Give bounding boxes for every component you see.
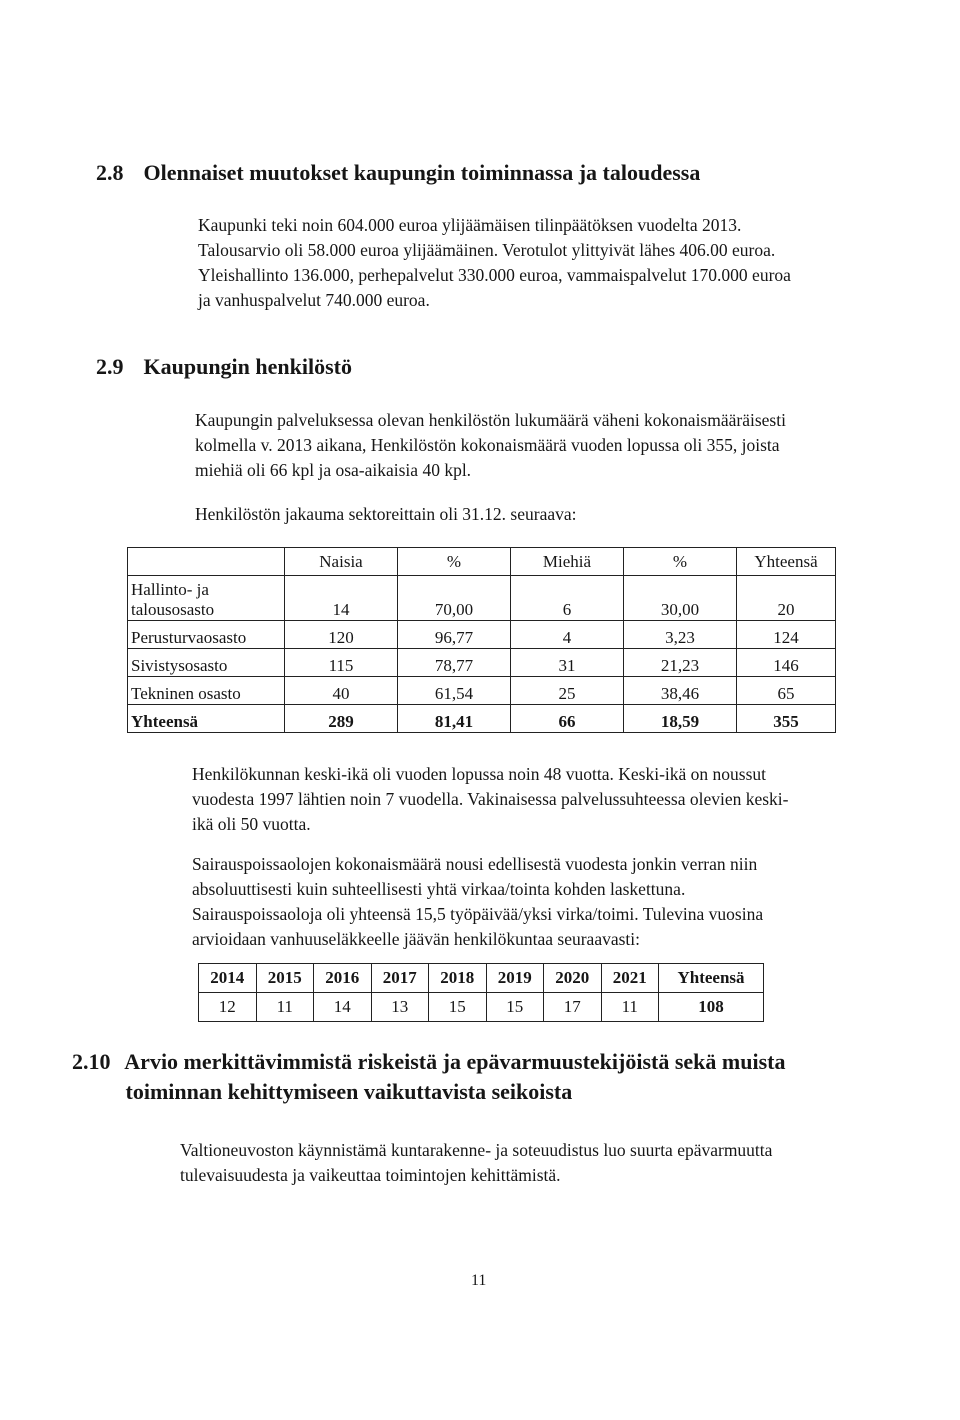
- table-row: [128, 621, 836, 649]
- men-pct-cell: 3,23: [624, 621, 737, 649]
- section-title: Kaupungin henkilöstö: [143, 354, 352, 379]
- women-cell: 120: [285, 621, 398, 649]
- text-line: Henkilökunnan keski-ikä oli vuoden lopussa noin 48 vuotta. Keski-ikä on noussut: [192, 764, 767, 784]
- header-cell: Naisia: [285, 548, 398, 576]
- women-cell: 115: [285, 649, 398, 677]
- table-row: [128, 576, 836, 621]
- total-cell: 355: [737, 705, 836, 733]
- header-cell: [128, 548, 285, 576]
- row-label-line: talousosasto: [131, 600, 215, 619]
- text-line: ikä oli 50 vuotta.: [192, 814, 311, 834]
- year-header: 2016: [314, 964, 372, 993]
- total-cell: 146: [737, 649, 836, 677]
- year-header: 2017: [371, 964, 429, 993]
- section-2-9-paragraph-3: [192, 852, 763, 952]
- value-cell: 11: [256, 993, 314, 1022]
- section-2-8-heading: [96, 158, 700, 188]
- year-header: 2018: [429, 964, 487, 993]
- section-title-line: toiminnan kehittymiseen vaikuttavista seikoista: [125, 1079, 573, 1104]
- section-2-9-paragraph-1: [195, 408, 786, 483]
- value-cell: 15: [429, 993, 487, 1022]
- row-label-line: Hallinto- ja: [131, 580, 209, 599]
- men-pct-cell: 30,00: [624, 576, 737, 621]
- total-value-cell: 108: [659, 993, 764, 1022]
- header-cell: %: [624, 548, 737, 576]
- section-number: 2.9: [96, 354, 124, 379]
- section-number: 2.10: [72, 1049, 111, 1074]
- table-row: [128, 677, 836, 705]
- table-row: [128, 649, 836, 677]
- text-line: Sairauspoissaolojen kokonaismäärä nousi edellisestä vuodesta jonkin verran niin: [192, 854, 758, 874]
- value-cell: 12: [199, 993, 257, 1022]
- row-label: Perusturvaosasto: [128, 621, 285, 649]
- section-title-line: Arvio merkittävimmistä riskeistä ja epävarmuustekijöistä sekä muista: [124, 1049, 786, 1074]
- value-cell: 14: [314, 993, 372, 1022]
- men-pct-cell: 21,23: [624, 649, 737, 677]
- year-header: 2020: [544, 964, 602, 993]
- women-cell: 14: [285, 576, 398, 621]
- text-line: tulevaisuudesta ja vaikeuttaa toimintojen kehittämistä.: [180, 1165, 561, 1185]
- total-cell: 20: [737, 576, 836, 621]
- women-pct-cell: 81,41: [398, 705, 511, 733]
- year-header: 2021: [601, 964, 659, 993]
- men-cell: 6: [511, 576, 624, 621]
- row-label: Tekninen osasto: [128, 677, 285, 705]
- women-pct-cell: 61,54: [398, 677, 511, 705]
- row-label: Yhteensä: [128, 705, 285, 733]
- page-number: 11: [471, 1272, 487, 1289]
- header-cell: Yhteensä: [737, 548, 836, 576]
- men-cell: 25: [511, 677, 624, 705]
- table-row: [199, 993, 764, 1022]
- men-pct-cell: 18,59: [624, 705, 737, 733]
- row-label: Sivistysosasto: [128, 649, 285, 677]
- table-total-row: [128, 705, 836, 733]
- men-cell: 66: [511, 705, 624, 733]
- section-2-9-heading: [96, 352, 352, 382]
- text-line: kolmella v. 2013 aikana, Henkilöstön kokonaismäärä vuoden lopussa oli 355, joista: [195, 435, 780, 455]
- value-cell: 13: [371, 993, 429, 1022]
- retirement-forecast-table: [198, 963, 764, 1022]
- year-header: 2014: [199, 964, 257, 993]
- men-cell: 4: [511, 621, 624, 649]
- section-2-9-paragraph-2: [192, 762, 789, 837]
- value-cell: 17: [544, 993, 602, 1022]
- header-cell: Miehiä: [511, 548, 624, 576]
- section-title: Olennaiset muutokset kaupungin toiminnassa ja taloudessa: [143, 160, 701, 185]
- women-cell: 40: [285, 677, 398, 705]
- text-line: Kaupungin palveluksessa olevan henkilöstön lukumäärä väheni kokonaismääräisesti: [195, 410, 786, 430]
- section-2-10-heading: [72, 1047, 785, 1107]
- section-number: 2.8: [96, 160, 124, 185]
- text-line: vuodesta 1997 lähtien noin 7 vuodella. Vakinaisessa palvelussuhteessa olevien keski-: [192, 789, 789, 809]
- section-2-10-paragraph: [180, 1138, 772, 1188]
- women-pct-cell: 70,00: [398, 576, 511, 621]
- year-header: 2019: [486, 964, 544, 993]
- value-cell: 11: [601, 993, 659, 1022]
- row-label: [128, 576, 285, 621]
- table-header-row: [128, 548, 836, 576]
- text-line: Kaupunki teki noin 604.000 euroa ylijäämäisen tilinpäätöksen vuodelta 2013.: [198, 215, 742, 235]
- text-line: absoluuttisesti kuin suhteellisesti yhtä virkaa/tointa kohden laskettuna.: [192, 879, 686, 899]
- year-header: 2015: [256, 964, 314, 993]
- staff-distribution-table: [127, 547, 836, 733]
- women-pct-cell: 78,77: [398, 649, 511, 677]
- total-header: Yhteensä: [659, 964, 764, 993]
- text-line: arvioidaan vanhuuseläkkeelle jäävän henkilökuntaa seuraavasti:: [192, 929, 641, 949]
- header-cell: %: [398, 548, 511, 576]
- text-line: Talousarvio oli 58.000 euroa ylijäämäinen. Verotulot ylittyivät lähes 406.00 euroa.: [198, 240, 776, 260]
- text-line: Henkilöstön jakauma sektoreittain oli 31.12. seuraava:: [195, 504, 577, 524]
- table-header-row: [199, 964, 764, 993]
- women-cell: 289: [285, 705, 398, 733]
- men-pct-cell: 38,46: [624, 677, 737, 705]
- men-cell: 31: [511, 649, 624, 677]
- text-line: Yleishallinto 136.000, perhepalvelut 330.000 euroa, vammaispalvelut 170.000 euroa: [198, 265, 791, 285]
- total-cell: 124: [737, 621, 836, 649]
- text-line: miehiä oli 66 kpl ja osa-aikaisia 40 kpl.: [195, 460, 472, 480]
- total-cell: 65: [737, 677, 836, 705]
- table-intro: [195, 502, 577, 527]
- text-line: Valtioneuvoston käynnistämä kuntarakenne- ja soteuudistus luo suurta epävarmuutta: [180, 1140, 773, 1160]
- section-2-8-paragraph: [198, 213, 791, 313]
- text-line: ja vanhuspalvelut 740.000 euroa.: [198, 290, 430, 310]
- text-line: Sairauspoissaoloja oli yhteensä 15,5 työpäivää/yksi virka/toimi. Tulevina vuosina: [192, 904, 764, 924]
- value-cell: 15: [486, 993, 544, 1022]
- women-pct-cell: 96,77: [398, 621, 511, 649]
